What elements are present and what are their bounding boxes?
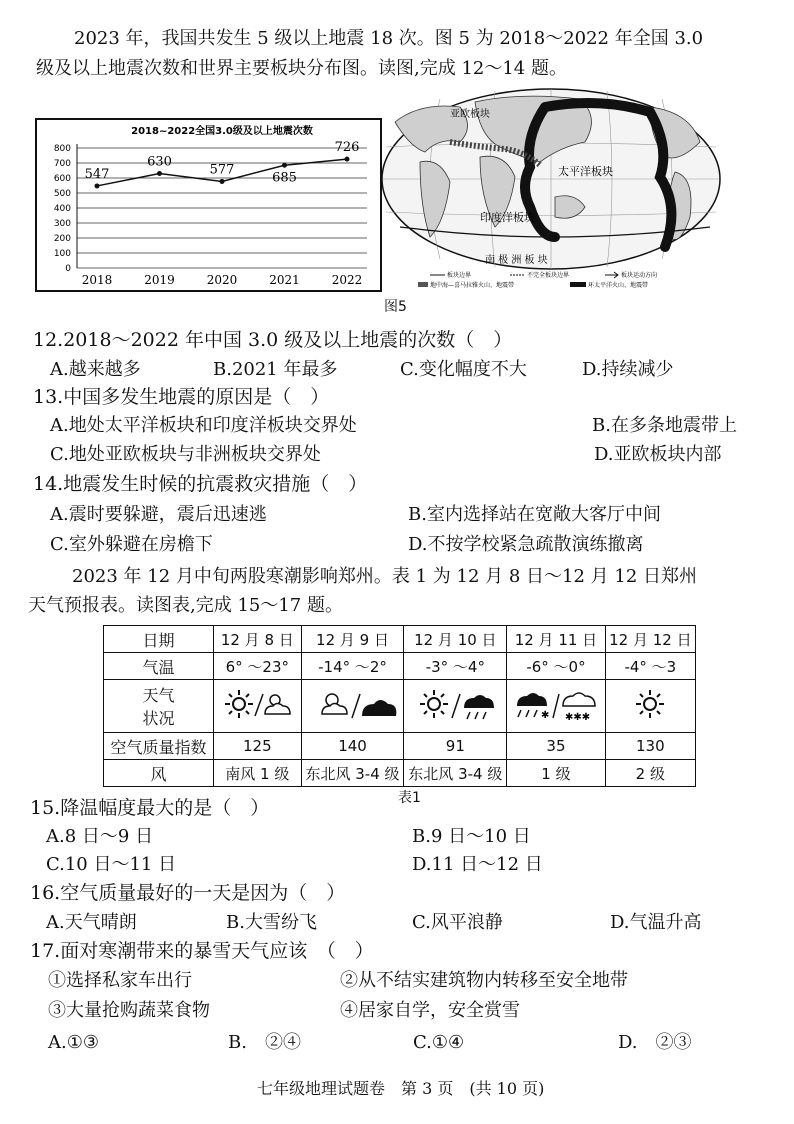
wind-cell: 南风 1 级 (214, 760, 302, 787)
q13-option-b[interactable]: B.在多条地震带上 (592, 415, 737, 436)
y-tick-label: 600 (53, 174, 71, 184)
header-weather-line1: 天气 (142, 686, 175, 705)
y-tick-label: 100 (53, 249, 71, 259)
y-tick-label: 300 (53, 219, 71, 229)
q12-text: 2018～2022 年中国 3.0 级及以上地震的次数（ ） (63, 329, 513, 351)
page-footer: 七年级地理试题卷 第 3 页 (共 10 页) (257, 1079, 545, 1098)
q14-option-b[interactable]: B.室内选择站在宽敞大客厅中间 (408, 504, 661, 525)
weather-forecast-table (103, 625, 696, 787)
rain-snow-to-snow-icon (511, 684, 601, 724)
intro1-line2: 级及以上地震次数和世界主要板块分布图。读图,完成 12～14 题。 (36, 58, 567, 79)
data-point (282, 163, 287, 168)
weather-cell (301, 680, 404, 733)
row-temp (104, 653, 696, 680)
row-wind (104, 760, 696, 787)
wind-cell: 东北风 3-4 级 (301, 760, 404, 787)
weather-cell (214, 680, 302, 733)
y-tick-label: 500 (53, 189, 71, 199)
sunny-to-partly-cloudy-icon (217, 684, 297, 724)
temp-cell: -14° ～2° (301, 653, 404, 680)
sunny-to-rain-icon (410, 684, 500, 724)
intro2-line2: 天气预报表。读图表,完成 15～17 题。 (28, 595, 343, 616)
q17-option-a[interactable]: A.①③ (48, 1032, 99, 1053)
q13-option-d[interactable]: D.亚欧板块内部 (594, 444, 722, 465)
q15-option-a[interactable]: A.8 日～9 日 (46, 826, 154, 847)
weather-cell (605, 680, 695, 733)
q17-stem (30, 937, 374, 965)
q17-option-d[interactable]: D. ②③ (618, 1032, 692, 1053)
header-weather (104, 680, 214, 733)
wind-cell: 2 级 (605, 760, 695, 787)
q16-option-b[interactable]: B.大雪纷飞 (226, 912, 317, 933)
header-wind: 风 (104, 760, 214, 787)
temp-cell: -4° ～3 (605, 653, 695, 680)
header-weather-line2: 状况 (142, 709, 175, 728)
temp-cell: -3° ～4° (404, 653, 507, 680)
sunny-icon (630, 684, 670, 724)
q15-option-d[interactable]: D.11 日～12 日 (412, 854, 543, 875)
q16-stem (30, 879, 345, 907)
date-cell: 12 月 10 日 (404, 626, 507, 653)
label-indian: 印度洋板块 (480, 211, 535, 224)
q15-option-b[interactable]: B.9 日～10 日 (412, 826, 531, 847)
map-svg (380, 87, 722, 292)
aqi-cell: 91 (404, 733, 507, 760)
q14-text: 地震发生时候的抗震救灾措施（ ） (63, 473, 368, 495)
earthquake-line-chart (35, 118, 382, 292)
aqi-cell: 125 (214, 733, 302, 760)
date-cell: 12 月 12 日 (605, 626, 695, 653)
y-tick-label: 0 (65, 264, 71, 274)
x-tick-label: 2020 (206, 273, 238, 287)
x-tick-label: 2019 (144, 273, 175, 287)
q16-text: 空气质量最好的一天是因为（ ） (60, 882, 346, 904)
wind-cell: 1 级 (507, 760, 605, 787)
q14-option-d[interactable]: D.不按学校紧急疏散演练撤离 (408, 534, 644, 555)
q17-item-4: ④居家自学，安全赏雪 (340, 1000, 520, 1021)
q17-item-2: ②从不结实建筑物内转移至安全地带 (340, 970, 628, 991)
y-tick-label: 800 (53, 144, 71, 154)
q12-num: 12. (33, 329, 64, 351)
data-label: 577 (209, 162, 235, 178)
aqi-cell: 130 (605, 733, 695, 760)
date-cell: 12 月 8 日 (214, 626, 302, 653)
label-antarctic: 南 极 洲 板 块 (485, 255, 548, 266)
x-tick-label: 2018 (81, 273, 113, 287)
aqi-cell: 140 (301, 733, 404, 760)
q16-option-c[interactable]: C.风平浪静 (412, 912, 503, 933)
wind-cell: 东北风 3-4 级 (404, 760, 507, 787)
intro2-line1: 2023 年 12 月中旬两股寒潮影响郑州。表 1 为 12 月 8 日～12 月 12 日郑州 (72, 566, 697, 587)
temp-cell: -6° ～0° (507, 653, 605, 680)
q16-option-a[interactable]: A.天气晴朗 (46, 912, 137, 933)
q13-option-a[interactable]: A.地处太平洋板块和印度洋板块交界处 (50, 415, 357, 436)
q15-text: 降温幅度最大的是（ ） (60, 797, 270, 819)
data-label: 547 (84, 166, 110, 182)
q15-num: 15. (30, 797, 61, 819)
label-pacific: 太平洋板块 (558, 165, 613, 178)
data-label: 630 (147, 154, 172, 170)
data-label: 685 (272, 170, 297, 186)
temp-cell: 6° ～23° (214, 653, 302, 680)
q14-option-a[interactable]: A.震时要躲避，震后迅速逃 (50, 504, 267, 525)
label-eurasia: 亚欧板块 (450, 109, 490, 120)
q13-num: 13. (33, 386, 64, 408)
legend-boundary-unsure: 不完全板块边界 (527, 272, 570, 279)
q17-item-1: ①选择私家车出行 (48, 970, 192, 991)
row-weather (104, 680, 696, 733)
q17-num: 17. (30, 940, 61, 962)
q14-stem (33, 470, 367, 498)
q16-option-d[interactable]: D.气温升高 (610, 912, 702, 933)
y-tick-label: 400 (53, 204, 71, 214)
chart-title: 2018~2022全国3.0级及以上地震次数 (131, 126, 313, 137)
data-label: 726 (334, 140, 360, 156)
q15-stem (30, 794, 269, 822)
q17-option-c[interactable]: C.①④ (413, 1032, 465, 1053)
q17-option-b[interactable]: B. ②④ (228, 1032, 301, 1053)
date-cell: 12 月 11 日 (507, 626, 605, 653)
row-date (104, 626, 696, 653)
q17-text: 面对寒潮带来的暴雪天气应该 （ ） (60, 940, 374, 962)
q14-option-c[interactable]: C.室外躲避在房檐下 (50, 534, 213, 555)
q12-option-b[interactable]: B.2021 年最多 (213, 359, 338, 380)
header-temp: 气温 (104, 653, 214, 680)
legend-belt1: 地中海—喜马拉雅火山、地震带 (430, 282, 515, 289)
x-tick-label: 2022 (331, 273, 363, 287)
header-aqi: 空气质量指数 (104, 733, 214, 760)
q13-option-c[interactable]: C.地处亚欧板块与非洲板块交界处 (50, 444, 321, 465)
q13-stem (33, 383, 329, 411)
svg-text:✱: ✱ (540, 710, 550, 721)
y-tick-label: 200 (53, 234, 71, 244)
date-cell: 12 月 9 日 (301, 626, 404, 653)
y-tick-label: 700 (53, 159, 71, 169)
row-aqi (104, 733, 696, 760)
world-plate-map (380, 87, 722, 292)
weather-cell (404, 680, 507, 733)
q14-num: 14. (33, 473, 64, 495)
x-tick-label: 2021 (269, 273, 300, 287)
legend-motion: 板块运动方向 (621, 272, 658, 279)
chart-svg (37, 120, 380, 290)
q15-option-c[interactable]: C.10 日～11 日 (46, 854, 177, 875)
table1-caption: 表1 (398, 790, 421, 806)
q12-option-d[interactable]: D.持续减少 (582, 359, 674, 380)
data-point (345, 157, 350, 162)
partly-cloudy-to-overcast-icon (308, 684, 398, 724)
q17-item-3: ③大量抢购蔬菜食物 (48, 1000, 210, 1021)
q13-text: 中国多发生地震的原因是（ ） (63, 386, 330, 408)
legend-belt2: 环太平洋火山、地震带 (588, 282, 649, 289)
intro1-line1: 2023 年，我国共发生 5 级以上地震 18 次。图 5 为 2018～2022 年全国 3.0 (74, 28, 704, 49)
svg-text:✱✱✱: ✱✱✱ (564, 712, 591, 723)
map-legend (418, 271, 657, 289)
data-point (157, 171, 162, 176)
aqi-cell: 35 (507, 733, 605, 760)
q16-num: 16. (30, 882, 61, 904)
weather-cell (507, 680, 605, 733)
legend-boundary: 板块边界 (447, 272, 472, 279)
figure5-caption: 图5 (384, 299, 407, 315)
header-date: 日期 (104, 626, 214, 653)
q12-stem (33, 326, 512, 354)
q12-option-a[interactable]: A.越来越多 (50, 359, 141, 380)
data-point (95, 183, 100, 188)
q12-option-c[interactable]: C.变化幅度不大 (400, 359, 527, 380)
data-point (220, 179, 225, 184)
